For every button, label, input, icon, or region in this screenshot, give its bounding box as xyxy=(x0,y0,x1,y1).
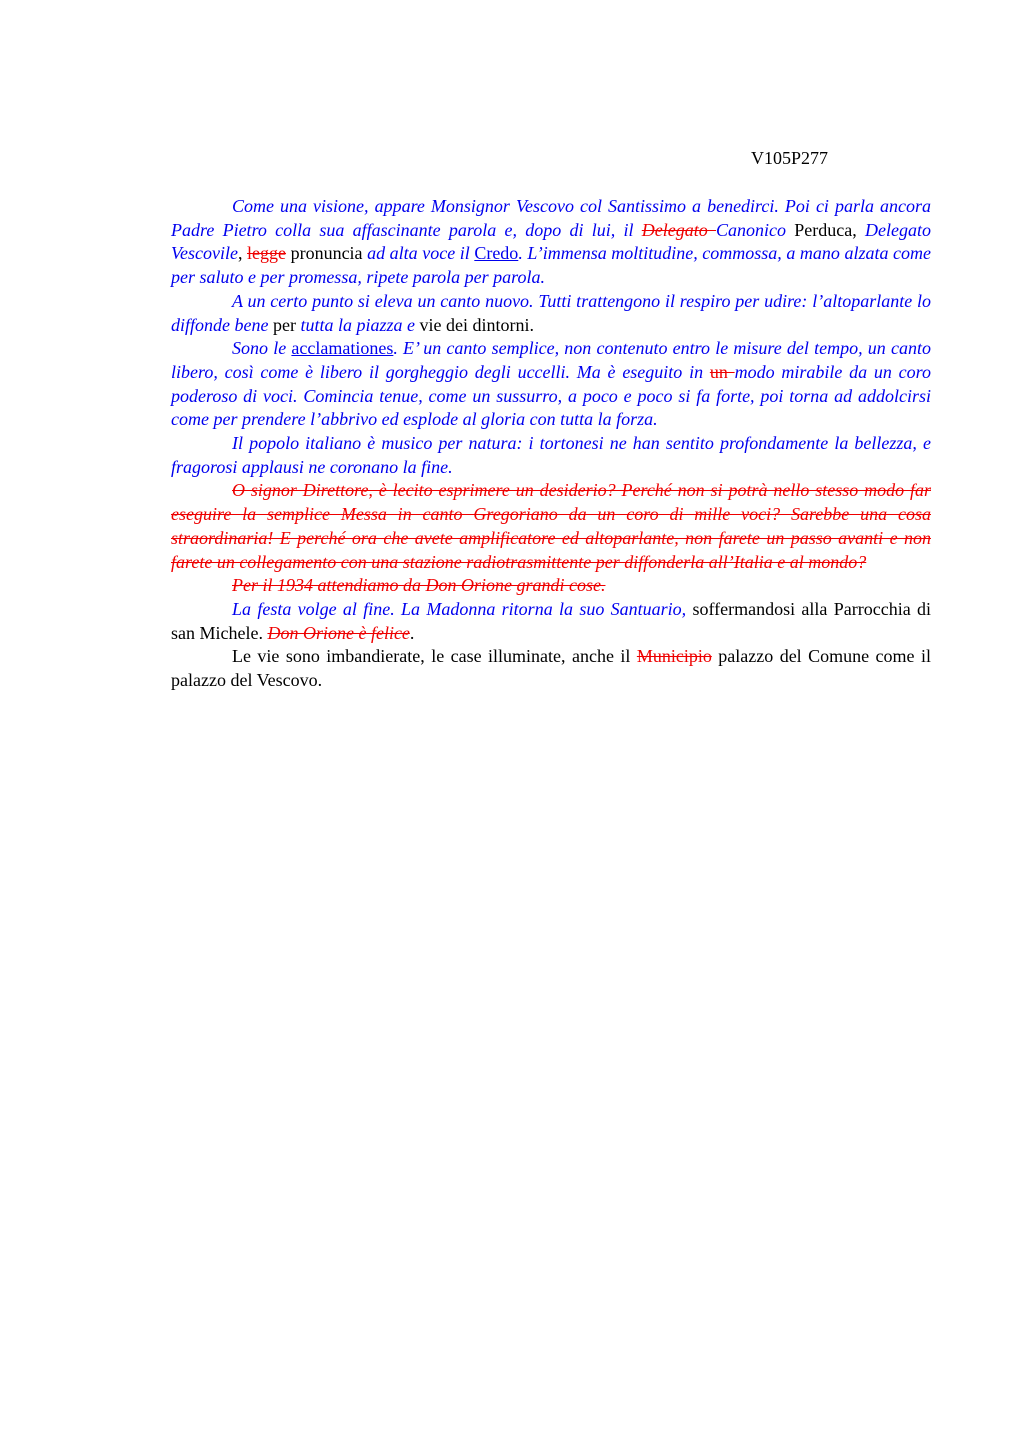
paragraph-4 xyxy=(171,432,931,479)
text-segment: ad alta voce il xyxy=(367,243,475,264)
deleted-text: Don Orione è felice xyxy=(267,622,410,643)
text-segment: Le vie sono imbandierate, le case illuminate, anche il xyxy=(232,646,637,667)
document-body xyxy=(171,195,931,693)
text-segment: . L’immensa moltitudine, commossa, a mano alzata come per saluto e per promessa, ripete parola per parola. xyxy=(171,243,931,288)
text-segment: . E’ un canto semplice, non contenuto entro le misure del tempo, un canto libero, così come è libero il gorgheggio degli uccelli. Ma è eseguito in xyxy=(171,338,931,382)
paragraph-2 xyxy=(171,290,931,337)
acclamationes-underlined: acclamationes xyxy=(291,338,394,359)
text-segment: Come una visione, appare Monsignor Vescovo col Santissimo a benedirci. Poi ci parla ancora Padre Pietro colla sua affascinante parola e, dopo di lui, il xyxy=(171,196,931,240)
text-segment: La festa volge al fine. La Madonna ritorna la suo Santuario, xyxy=(232,598,687,619)
text-segment: Delegato Vescovile xyxy=(171,219,931,264)
text-segment: modo mirabile da un coro poderoso di voci. Comincia tenue, come un sussurro, a poco e poco si fa forte, poi torna ad addolcirsi come per prendere l’abbrivo ed esplode al gloria con tutta la forza. xyxy=(171,361,931,430)
text-segment: tutta la piazza e xyxy=(300,314,415,335)
credo-underlined: Credo xyxy=(474,243,519,264)
deleted-text: Delegato xyxy=(641,219,717,240)
deleted-text: legge xyxy=(247,243,287,264)
deleted-text: Municipio xyxy=(636,646,712,667)
text-segment: pronuncia xyxy=(286,243,368,264)
text-segment: per xyxy=(268,314,301,335)
text-segment: palazzo del Comune come il palazzo del Vescovo. xyxy=(171,646,931,691)
paragraph-6-deleted xyxy=(171,574,931,598)
paragraph-3 xyxy=(171,337,931,432)
text-segment: Sono le xyxy=(232,338,292,359)
text-segment: , xyxy=(237,243,248,264)
text-segment: Il popolo italiano è musico per natura: i tortonesi ne han sentito profondamente la bellezza, e fragorosi applausi ne coronano la fine. xyxy=(171,433,931,477)
deleted-text: un xyxy=(709,361,735,382)
page-identifier: V105P277 xyxy=(751,148,829,168)
text-segment: . xyxy=(409,622,415,643)
text-segment: Canonico xyxy=(716,219,787,240)
text-segment: soffermandosi alla Parrocchia di san Michele. xyxy=(171,598,931,643)
deleted-text: O signor Direttore, è lecito esprimere un desiderio? Perché non si potrà nello stesso modo far eseguire la semplice Messa in canto Gregoriano da un coro di mille voci? Sarebbe una cosa straordinaria! E perché ora che avete amplificatore ed altoparlante, non farete un passo avanti e non farete un collegamento con una stazione radiotrasmittente per diffonderla all’Italia e al mondo? xyxy=(171,480,931,572)
paragraph-7 xyxy=(171,598,931,645)
text-segment: A un certo punto si eleva un canto nuovo. Tutti trattengono il respiro per udire: l’altoparlante lo diffonde bene xyxy=(171,290,931,335)
paragraph-1 xyxy=(171,195,931,290)
deleted-text: Per il 1934 attendiamo da Don Orione grandi cose. xyxy=(232,575,606,596)
text-segment: Perduca, xyxy=(786,219,866,240)
paragraph-8 xyxy=(171,645,931,692)
paragraph-5-deleted xyxy=(171,479,931,574)
text-segment: vie dei dintorni. xyxy=(414,314,534,335)
